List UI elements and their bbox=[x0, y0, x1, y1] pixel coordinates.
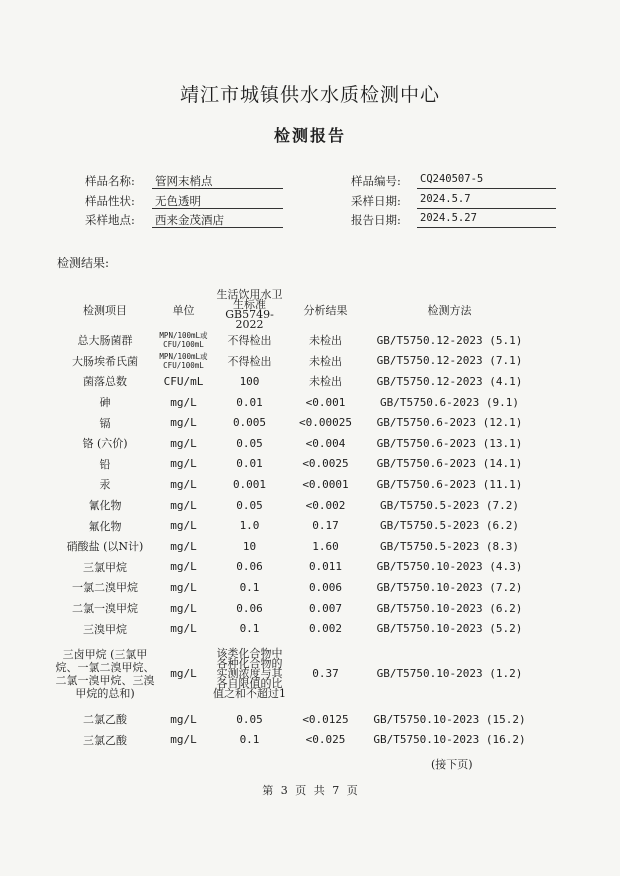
row-unit: mg/L bbox=[170, 712, 197, 726]
report-date-value: 2024.5.27 bbox=[417, 212, 556, 228]
row-unit: mg/L bbox=[170, 457, 197, 471]
row-unit: mg/L bbox=[170, 436, 197, 450]
table-row bbox=[55, 730, 535, 751]
row-method: GB/T5750.10-2023 (16.2) bbox=[373, 733, 526, 747]
table-row bbox=[55, 618, 535, 639]
sampling-location-label: 采样地点: bbox=[85, 213, 135, 227]
sample-code-value: CQ240507-5 bbox=[417, 173, 556, 189]
row-item: 铅 bbox=[99, 457, 111, 471]
sample-property-label: 样品性状: bbox=[85, 194, 135, 208]
row-result: <0.0025 bbox=[302, 457, 349, 471]
column-header-result: 分析结果 bbox=[303, 304, 348, 317]
row-standard: 不得检出 bbox=[227, 334, 272, 348]
row-standard: 0.05 bbox=[236, 712, 263, 726]
row-standard: 0.1 bbox=[239, 580, 260, 594]
row-unit: MPN/100mL或CFU/100mL bbox=[159, 331, 208, 350]
row-method: GB/T5750.5-2023 (7.2) bbox=[379, 498, 520, 512]
organization-title: 靖江市城镇供水水质检测中心 bbox=[179, 84, 440, 106]
row-method: GB/T5750.6-2023 (13.1) bbox=[376, 436, 523, 450]
row-method: GB/T5750.6-2023 (14.1) bbox=[376, 457, 523, 471]
row-standard: 0.05 bbox=[236, 498, 263, 512]
row-item: 二氯乙酸 bbox=[83, 713, 127, 727]
row-item: 汞 bbox=[99, 478, 111, 492]
table-row bbox=[55, 536, 535, 557]
row-method: GB/T5750.5-2023 (6.2) bbox=[379, 519, 520, 533]
row-result: <0.025 bbox=[305, 733, 346, 747]
column-header-item: 检测项目 bbox=[83, 304, 127, 317]
row-item: 菌落总数 bbox=[83, 375, 127, 389]
sample-name-row bbox=[85, 173, 285, 189]
table-row bbox=[55, 598, 535, 619]
row-method: GB/T5750.10-2023 (15.2) bbox=[373, 712, 526, 726]
row-unit: mg/L bbox=[170, 477, 197, 491]
row-method: GB/T5750.10-2023 (7.2) bbox=[376, 580, 523, 594]
row-unit: mg/L bbox=[170, 733, 197, 747]
row-item: 硝酸盐 (以N计) bbox=[66, 540, 144, 554]
row-result: 未检出 bbox=[309, 375, 342, 389]
row-result: <0.004 bbox=[305, 436, 346, 450]
table-row bbox=[55, 474, 535, 495]
row-result: <0.0125 bbox=[302, 712, 349, 726]
row-item: 三卤甲烷 (三氯甲烷、一氯二溴甲烷、二氯一溴甲烷、三溴甲烷的总和) bbox=[55, 647, 155, 700]
sample-name-label: 样品名称: bbox=[85, 174, 135, 188]
row-item: 大肠埃希氏菌 bbox=[72, 354, 138, 368]
sample-property-value: 无色透明 bbox=[152, 193, 283, 209]
row-standard: 0.005 bbox=[232, 416, 267, 430]
column-header-unit: 单位 bbox=[172, 304, 195, 317]
sampling-location-value: 西来金茂酒店 bbox=[152, 212, 283, 228]
row-unit: mg/L bbox=[170, 539, 197, 553]
row-standard: 0.05 bbox=[236, 436, 263, 450]
row-method: GB/T5750.5-2023 (8.3) bbox=[379, 539, 520, 553]
row-item: 氟化物 bbox=[88, 519, 122, 533]
page-number: 第 3 页 共 7 页 bbox=[262, 784, 358, 797]
row-unit: mg/L bbox=[170, 416, 197, 430]
table-row bbox=[55, 412, 535, 433]
row-method: GB/T5750.6-2023 (9.1) bbox=[379, 395, 520, 409]
sampling-date-label: 采样日期: bbox=[351, 194, 401, 208]
report-title: 检测报告 bbox=[273, 126, 346, 145]
row-result: <0.00025 bbox=[299, 416, 352, 430]
row-result: 0.002 bbox=[308, 622, 343, 636]
results-header-row bbox=[55, 290, 535, 330]
table-row bbox=[55, 709, 535, 730]
row-result: 1.60 bbox=[312, 539, 339, 553]
row-method: GB/T5750.6-2023 (11.1) bbox=[376, 477, 523, 491]
row-method: GB/T5750.10-2023 (5.2) bbox=[376, 622, 523, 636]
table-row bbox=[55, 577, 535, 598]
row-standard: 100 bbox=[239, 374, 260, 388]
row-unit: mg/L bbox=[170, 519, 197, 533]
row-item: 总大肠菌群 bbox=[77, 334, 133, 348]
row-method: GB/T5750.12-2023 (4.1) bbox=[376, 374, 523, 388]
table-row bbox=[55, 557, 535, 578]
sampling-date-row bbox=[351, 193, 556, 209]
row-method: GB/T5750.10-2023 (4.3) bbox=[376, 560, 523, 574]
row-result: 0.17 bbox=[312, 519, 339, 533]
row-result: 未检出 bbox=[309, 334, 342, 348]
row-item: 镉 bbox=[99, 416, 111, 430]
row-result: 0.007 bbox=[308, 601, 343, 615]
row-item: 铬 (六价) bbox=[82, 437, 128, 451]
row-result: <0.001 bbox=[305, 395, 346, 409]
table-row bbox=[55, 433, 535, 454]
row-unit: MPN/100mL或CFU/100mL bbox=[159, 351, 208, 370]
row-unit: mg/L bbox=[170, 622, 197, 636]
results-table bbox=[55, 290, 535, 750]
table-row bbox=[55, 454, 535, 475]
table-row bbox=[55, 371, 535, 392]
continued-note: (接下页) bbox=[431, 758, 473, 771]
row-result: 0.37 bbox=[312, 667, 339, 681]
row-unit: mg/L bbox=[170, 498, 197, 512]
row-method: GB/T5750.10-2023 (1.2) bbox=[376, 667, 523, 681]
row-unit: mg/L bbox=[170, 580, 197, 594]
row-unit: CFU/mL bbox=[163, 374, 204, 388]
report-date-label: 报告日期: bbox=[351, 213, 401, 227]
row-result: 未检出 bbox=[309, 354, 342, 368]
row-standard: 0.1 bbox=[239, 733, 260, 747]
sample-code-row bbox=[351, 173, 556, 189]
row-standard: 不得检出 bbox=[227, 354, 272, 368]
row-result: 0.011 bbox=[308, 560, 343, 574]
table-row bbox=[55, 351, 535, 372]
row-standard: 0.1 bbox=[239, 622, 260, 636]
row-item: 砷 bbox=[99, 396, 111, 410]
row-method: GB/T5750.10-2023 (6.2) bbox=[376, 601, 523, 615]
row-unit: mg/L bbox=[170, 560, 197, 574]
table-row bbox=[55, 639, 535, 709]
row-unit: mg/L bbox=[170, 601, 197, 615]
sampling-date-value: 2024.5.7 bbox=[417, 193, 556, 209]
row-standard: 0.06 bbox=[236, 601, 263, 615]
sample-name-value: 管网末梢点 bbox=[152, 173, 283, 189]
sampling-location-row bbox=[85, 212, 285, 228]
row-method: GB/T5750.12-2023 (5.1) bbox=[376, 333, 523, 347]
row-standard: 0.01 bbox=[236, 457, 263, 471]
row-unit: mg/L bbox=[170, 667, 197, 681]
row-item: 三氯甲烷 bbox=[83, 560, 127, 574]
report-date-row bbox=[351, 212, 556, 228]
column-header-standard: 生活饮用水卫生标准GB5749-2022 bbox=[216, 288, 283, 331]
row-item: 三溴甲烷 bbox=[83, 622, 127, 636]
table-row bbox=[55, 330, 535, 351]
row-method: GB/T5750.12-2023 (7.1) bbox=[376, 354, 523, 368]
row-standard: 该类化合物中各种化合物的实测浓度与其各自限值的比值之和不超过1 bbox=[213, 646, 286, 700]
results-section-label: 检测结果: bbox=[57, 256, 110, 270]
row-method: GB/T5750.6-2023 (12.1) bbox=[376, 416, 523, 430]
row-standard: 0.001 bbox=[232, 477, 267, 491]
row-item: 二氯一溴甲烷 bbox=[72, 602, 138, 616]
table-row bbox=[55, 515, 535, 536]
row-item: 三氯乙酸 bbox=[83, 733, 127, 747]
table-row bbox=[55, 392, 535, 413]
row-result: <0.002 bbox=[305, 498, 346, 512]
row-item: 一氯二溴甲烷 bbox=[72, 581, 138, 595]
row-standard: 10 bbox=[242, 539, 257, 553]
row-item: 氰化物 bbox=[88, 499, 122, 513]
row-unit: mg/L bbox=[170, 395, 197, 409]
sample-code-label: 样品编号: bbox=[351, 174, 401, 188]
row-standard: 0.01 bbox=[236, 395, 263, 409]
row-result: 0.006 bbox=[308, 580, 343, 594]
table-row bbox=[55, 495, 535, 516]
column-header-method: 检测方法 bbox=[427, 304, 472, 317]
row-standard: 0.06 bbox=[236, 560, 263, 574]
sample-property-row bbox=[85, 193, 285, 209]
row-standard: 1.0 bbox=[239, 519, 260, 533]
row-result: <0.0001 bbox=[302, 477, 349, 491]
